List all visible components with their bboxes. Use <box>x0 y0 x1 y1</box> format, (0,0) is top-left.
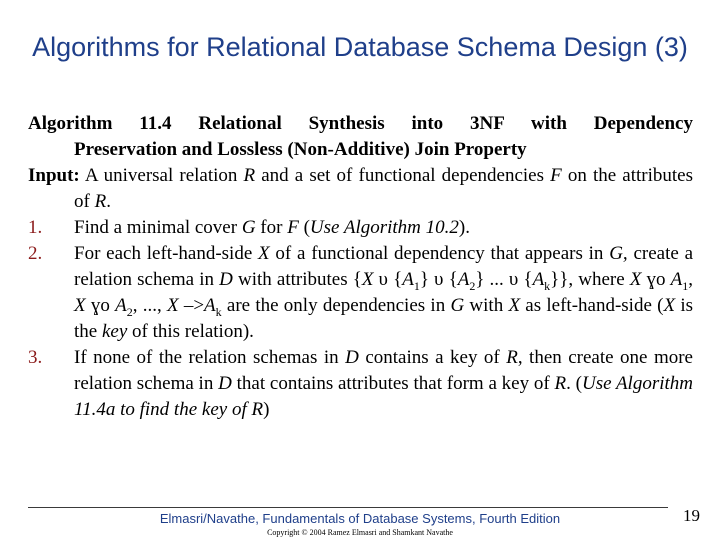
step-text: , then create one more relation schema in <box>74 347 693 394</box>
fd-arrow: ɣo <box>641 269 671 290</box>
step-text: For each left-hand-side <box>74 243 259 264</box>
step-var: G <box>450 295 465 316</box>
step-text: If none of the relation schemas in <box>74 347 346 368</box>
step-text: of a functional dependency that appears in <box>269 243 610 264</box>
step-text: that contains attributes that form a key of <box>231 373 555 394</box>
step-var: X <box>663 295 676 316</box>
step-var: key <box>101 321 128 342</box>
step-var: X <box>508 295 521 316</box>
footer-citation: Elmasri/Navathe, Fundamentals of Database Systems, Fourth Edition <box>159 511 561 526</box>
footer-divider <box>28 507 668 508</box>
step-var: G, <box>609 243 628 264</box>
input-label: Input: <box>28 165 80 186</box>
step-var: D <box>345 347 359 368</box>
slide-body <box>28 111 693 423</box>
step-text: Find a minimal cover <box>74 217 242 238</box>
step-var: X <box>361 269 374 290</box>
fd-arrow: ɣo <box>85 295 116 316</box>
step-number: 1. <box>28 217 43 238</box>
step-var: X <box>258 243 270 264</box>
step-text: , <box>688 269 694 290</box>
subscript: 2 <box>469 278 476 293</box>
subscript: 1 <box>413 278 420 293</box>
step-text: } ... υ { <box>475 269 533 290</box>
step-var: D <box>219 269 233 290</box>
input-text: on the attributes of <box>74 165 693 212</box>
step-text: }}, where <box>550 269 630 290</box>
step-var: R <box>554 373 567 394</box>
step-2 <box>28 241 693 345</box>
step-var: R <box>506 347 518 368</box>
step-var: A <box>115 295 127 316</box>
input-text: . <box>106 191 111 212</box>
step-text: ). <box>458 217 470 238</box>
step-var: G <box>241 217 256 238</box>
input-text: and a set of functional dependencies <box>255 165 551 186</box>
slide-title: Algorithms for Relational Database Schema Design (3) <box>32 32 688 62</box>
step-var: F <box>287 217 299 238</box>
step-var: X <box>166 295 179 316</box>
step-text: } υ { <box>419 269 458 290</box>
step-1 <box>28 215 693 241</box>
step-text: create a relation schema in <box>74 243 693 290</box>
step-var: A <box>670 269 683 290</box>
step-var: A <box>204 295 216 316</box>
subscript: k <box>544 278 551 293</box>
step-var: A <box>457 269 470 290</box>
step-text: υ { <box>373 269 403 290</box>
step-var: D <box>218 373 232 394</box>
input-var: R <box>243 165 256 186</box>
step-text: is the <box>74 295 693 342</box>
input-paragraph <box>28 163 693 215</box>
step-text: contains a key of <box>358 347 507 368</box>
step-text: for <box>255 217 288 238</box>
step-3 <box>28 345 693 423</box>
step-var: A <box>532 269 545 290</box>
input-text: A universal relation <box>79 165 244 186</box>
subscript: k <box>215 304 222 319</box>
subscript: 2 <box>126 304 133 319</box>
step-text: as left-hand-side ( <box>520 295 664 316</box>
step-number: 3. <box>28 347 43 368</box>
algorithm-heading-line2: Preservation and Lossless (Non-Additive) Join Property <box>74 139 527 160</box>
algorithm-heading <box>28 111 693 163</box>
step-text: ) <box>263 399 270 420</box>
step-text: , ..., <box>132 295 167 316</box>
input-var: R <box>94 191 107 212</box>
step-number: 2. <box>28 243 43 264</box>
step-text: of this relation). <box>127 321 254 342</box>
page-number: 19 <box>683 506 700 525</box>
step-text: ( <box>298 217 310 238</box>
step-text: –> <box>178 295 205 316</box>
input-var: F <box>550 165 562 186</box>
step-text: with attributes { <box>232 269 362 290</box>
step-reference: Use Algorithm 11.4a to find the key of R <box>74 373 694 420</box>
step-var: X <box>629 269 642 290</box>
step-reference: Use Algorithm 10.2 <box>309 217 459 238</box>
step-text: . ( <box>566 373 582 394</box>
step-var: X <box>74 295 86 316</box>
subscript: 1 <box>682 278 689 293</box>
step-var: A <box>402 269 414 290</box>
step-text: with <box>464 295 509 316</box>
step-text: are the only dependencies in <box>221 295 451 316</box>
algorithm-heading-line1: Algorithm 11.4 Relational Synthesis into 3NF with Dependency <box>28 113 693 134</box>
footer-copyright: Copyright © 2004 Ramez Elmasri and Shamkant Navathe <box>267 528 453 537</box>
